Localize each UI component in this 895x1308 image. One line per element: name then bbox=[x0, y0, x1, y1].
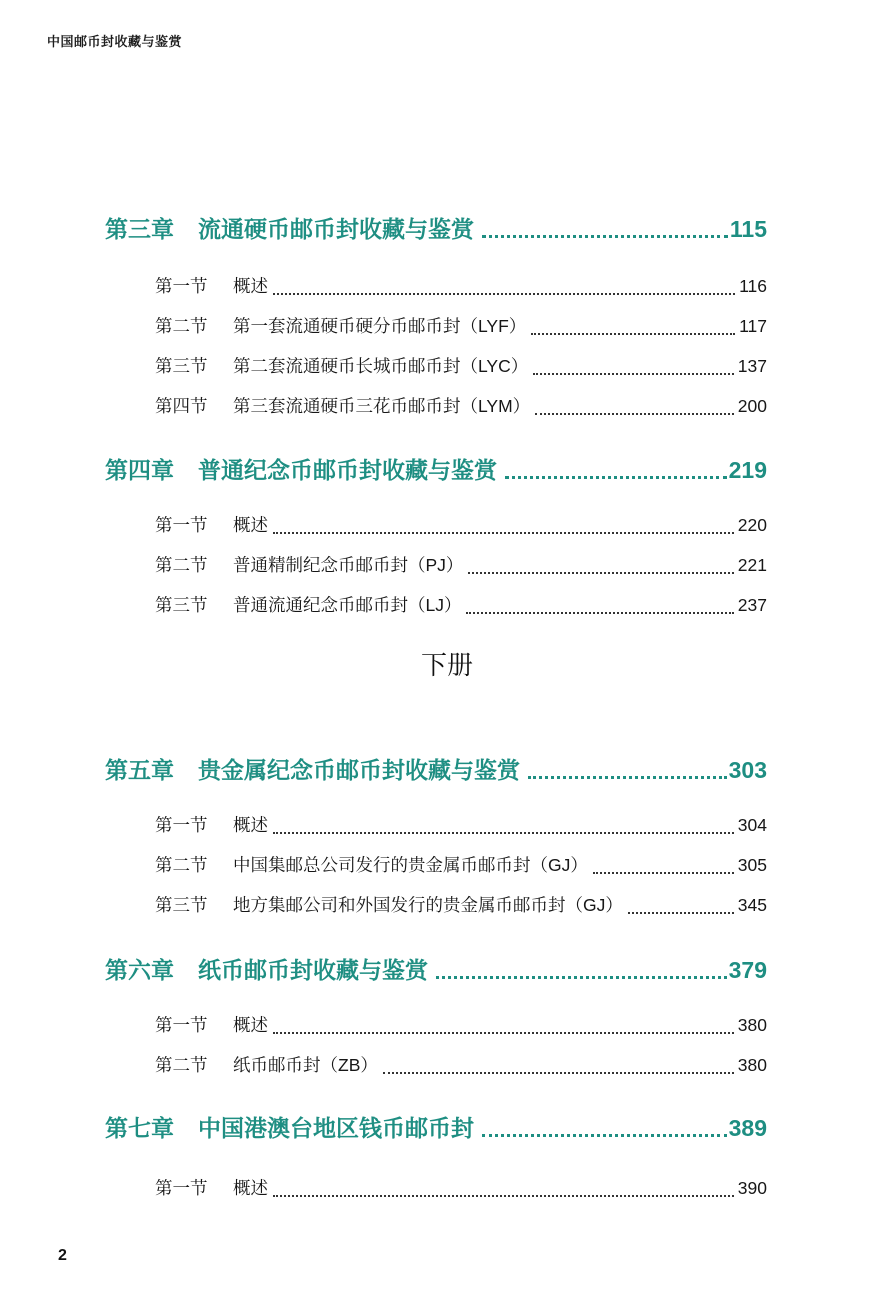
section-title: 第二套流通硬币长城币邮币封（LYC） bbox=[233, 356, 529, 376]
toc-chapter-entry bbox=[105, 752, 767, 788]
section-label: 第二节 bbox=[155, 1055, 208, 1075]
toc-section-entry bbox=[105, 1005, 767, 1045]
toc-chapter-entry bbox=[105, 452, 767, 488]
chapter-page-number: 303 bbox=[728, 757, 767, 783]
section-title: 概述 bbox=[233, 815, 268, 835]
section-label: 第三节 bbox=[155, 595, 208, 615]
section-label: 第一节 bbox=[155, 1178, 208, 1198]
section-title: 普通精制纪念币邮币封（PJ） bbox=[233, 555, 464, 575]
toc-section-entry bbox=[105, 306, 767, 346]
section-title: 第一套流通硬币硬分币邮币封（LYF） bbox=[233, 316, 527, 336]
section-title: 第三套流通硬币三花币邮币封（LYM） bbox=[233, 396, 531, 416]
section-title: 普通流通纪念币邮币封（LJ） bbox=[233, 595, 462, 615]
dot-leader bbox=[468, 572, 733, 574]
dot-leader bbox=[273, 1195, 734, 1197]
dot-leader bbox=[273, 832, 734, 834]
section-label: 第二节 bbox=[155, 855, 208, 875]
dot-leader bbox=[533, 373, 734, 375]
toc-section-entry bbox=[105, 386, 767, 426]
volume-divider: 下册 bbox=[420, 650, 473, 680]
dot-leader bbox=[528, 776, 727, 779]
table-of-contents bbox=[105, 0, 767, 1208]
dot-leader bbox=[383, 1072, 734, 1074]
chapter-title: 贵金属纪念币邮币封收藏与鉴赏 bbox=[198, 757, 520, 783]
toc-section-entry bbox=[105, 885, 767, 925]
dot-leader bbox=[273, 532, 734, 534]
toc-section-entry bbox=[105, 505, 767, 545]
section-page-number: 200 bbox=[737, 396, 767, 416]
section-page-number: 380 bbox=[737, 1055, 767, 1075]
dot-leader bbox=[505, 476, 727, 479]
chapter-title: 纸币邮币封收藏与鉴赏 bbox=[198, 957, 428, 983]
toc-section-entry bbox=[105, 545, 767, 585]
section-page-number: 380 bbox=[737, 1015, 767, 1035]
section-label: 第二节 bbox=[155, 316, 208, 336]
section-label: 第三节 bbox=[155, 356, 208, 376]
chapter-label: 第六章 bbox=[105, 957, 174, 983]
chapter-sections bbox=[105, 805, 767, 925]
toc-section-entry bbox=[105, 585, 767, 625]
dot-leader bbox=[535, 413, 734, 415]
chapter-page-number: 389 bbox=[728, 1115, 767, 1141]
dot-leader bbox=[482, 235, 728, 238]
section-label: 第二节 bbox=[155, 555, 208, 575]
toc-section-entry bbox=[105, 1045, 767, 1085]
dot-leader bbox=[593, 872, 734, 874]
toc-chapter-entry bbox=[105, 211, 767, 247]
chapter-sections bbox=[105, 266, 767, 426]
toc-section-entry bbox=[105, 1168, 767, 1208]
section-page-number: 390 bbox=[737, 1178, 767, 1198]
section-page-number: 304 bbox=[737, 815, 767, 835]
chapter-page-number: 379 bbox=[728, 957, 767, 983]
dot-leader bbox=[531, 333, 735, 335]
toc-section-entry bbox=[105, 266, 767, 306]
chapter-title: 流通硬币邮币封收藏与鉴赏 bbox=[198, 216, 474, 242]
dot-leader bbox=[436, 976, 727, 979]
section-label: 第一节 bbox=[155, 515, 208, 535]
dot-leader bbox=[466, 612, 733, 614]
toc-section-entry bbox=[105, 845, 767, 885]
section-title: 地方集邮公司和外国发行的贵金属币邮币封（GJ） bbox=[233, 895, 623, 915]
chapter-label: 第三章 bbox=[105, 216, 174, 242]
section-title: 概述 bbox=[233, 276, 268, 296]
toc-section-entry bbox=[105, 805, 767, 845]
dot-leader bbox=[482, 1134, 727, 1137]
section-label: 第四节 bbox=[155, 396, 208, 416]
chapter-label: 第四章 bbox=[105, 457, 174, 483]
chapter-label: 第五章 bbox=[105, 757, 174, 783]
section-page-number: 116 bbox=[739, 276, 767, 296]
dot-leader bbox=[273, 1032, 734, 1034]
chapter-sections bbox=[105, 1005, 767, 1085]
section-page-number: 117 bbox=[739, 316, 767, 336]
section-page-number: 220 bbox=[737, 515, 767, 535]
section-page-number: 345 bbox=[737, 895, 767, 915]
chapter-sections bbox=[105, 1168, 767, 1208]
section-title: 概述 bbox=[233, 515, 268, 535]
book-title-running-header: 中国邮币封收藏与鉴赏 bbox=[47, 34, 183, 49]
chapter-label: 第七章 bbox=[105, 1115, 174, 1141]
page-number: 2 bbox=[58, 1247, 67, 1264]
section-title: 中国集邮总公司发行的贵金属币邮币封（GJ） bbox=[233, 855, 588, 875]
section-title: 概述 bbox=[233, 1178, 268, 1198]
toc-chapter-entry bbox=[105, 952, 767, 988]
section-title: 纸币邮币封（ZB） bbox=[233, 1055, 378, 1075]
chapter-sections bbox=[105, 505, 767, 625]
section-label: 第三节 bbox=[155, 895, 208, 915]
section-title: 概述 bbox=[233, 1015, 268, 1035]
chapter-page-number: 219 bbox=[728, 457, 767, 483]
toc-chapter-entry bbox=[105, 1110, 767, 1146]
chapter-page-number: 115 bbox=[729, 216, 767, 242]
section-page-number: 137 bbox=[737, 356, 767, 376]
toc-section-entry bbox=[105, 346, 767, 386]
section-label: 第一节 bbox=[155, 276, 208, 296]
section-label: 第一节 bbox=[155, 1015, 208, 1035]
section-page-number: 237 bbox=[737, 595, 767, 615]
dot-leader bbox=[273, 293, 735, 295]
section-page-number: 221 bbox=[737, 555, 767, 575]
chapter-title: 普通纪念币邮币封收藏与鉴赏 bbox=[198, 457, 497, 483]
section-label: 第一节 bbox=[155, 815, 208, 835]
chapter-title: 中国港澳台地区钱币邮币封 bbox=[198, 1115, 474, 1141]
section-page-number: 305 bbox=[737, 855, 767, 875]
dot-leader bbox=[628, 912, 734, 914]
